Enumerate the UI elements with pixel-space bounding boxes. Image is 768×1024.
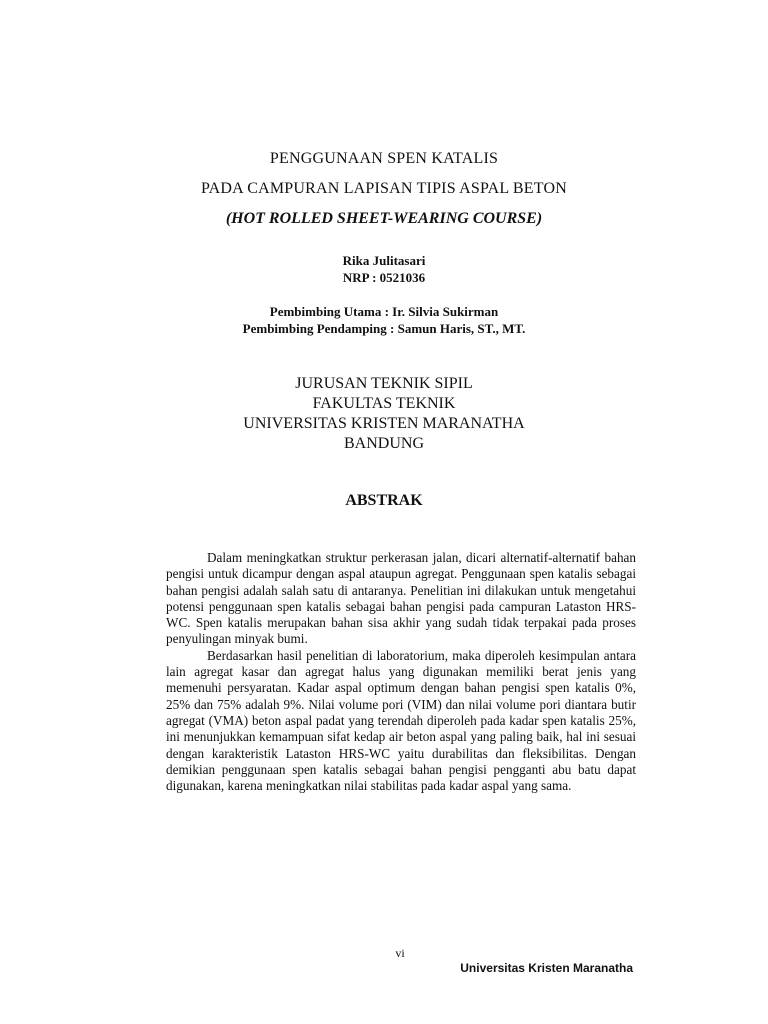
abstract-heading: ABSTRAK [345, 492, 423, 509]
city: BANDUNG [344, 435, 424, 452]
abstract-body [166, 550, 636, 794]
author-nrp: NRP : 0521036 [342, 270, 426, 285]
supervisor-assistant: Pembimbing Pendamping : Samun Haris, ST., MT. [242, 321, 526, 336]
title-line-2: PADA CAMPURAN LAPISAN TIPIS ASPAL BETON [201, 180, 567, 197]
university: UNIVERSITAS KRISTEN MARANATHA [243, 415, 525, 432]
title-line-1: PENGGUNAAN SPEN KATALIS [269, 150, 499, 167]
abstract-paragraph-1: Dalam meningkatkan struktur perkerasan jalan, dicari alternatif-alternatif bahan pengisi untuk dicampur dengan aspal ataupun agregat. Penggunaan spen katalis sebagai bahan pengisi adalah salah satu di antaranya. Penelitian ini dilakukan untuk mengetahui potensi penggunaan spen katalis sebagai bahan pengisi pada campuran Lataston HRS-WC. Spen katalis merupakan bahan sisa akhir yang sudah tidak terpakai pada proses penyulingan minyak bumi. [166, 550, 636, 647]
supervisor-main: Pembimbing Utama : Ir. Silvia Sukirman [269, 304, 499, 319]
author-name: Rika Julitasari [342, 253, 426, 268]
title-line-3: (HOT ROLLED SHEET-WEARING COURSE) [225, 210, 543, 227]
footer-university: Universitas Kristen Maranatha [460, 961, 633, 975]
department: JURUSAN TEKNIK SIPIL [295, 375, 473, 392]
abstract-paragraph-2: Berdasarkan hasil penelitian di laboratorium, maka diperoleh kesimpulan antara lain agregat kasar dan agregat halus yang digunakan memiliki berat jenis yang memenuhi persyaratan. Kadar aspal optimum dengan bahan pengisi spen katalis 0%, 25% dan 75% adalah 9%. Nilai volume pori (VIM) dan nilai volume pori diantara butir agregat (VMA) beton aspal padat yang terendah diperoleh pada kadar spen katalis 25%, ini menunjukkan kemampuan sifat kedap air beton aspal yang paling baik, hal ini sesuai dengan karakteristik Lataston HRS-WC yaitu durabilitas dan fleksibilitas. Dengan demikian penggunaan spen katalis sebagai bahan pengisi pengganti abu batu dapat digunakan, karena meningkatkan nilai stabilitas pada kadar aspal yang sama. [166, 647, 636, 794]
faculty: FAKULTAS TEKNIK [312, 395, 456, 412]
page-number: vi [395, 946, 405, 960]
